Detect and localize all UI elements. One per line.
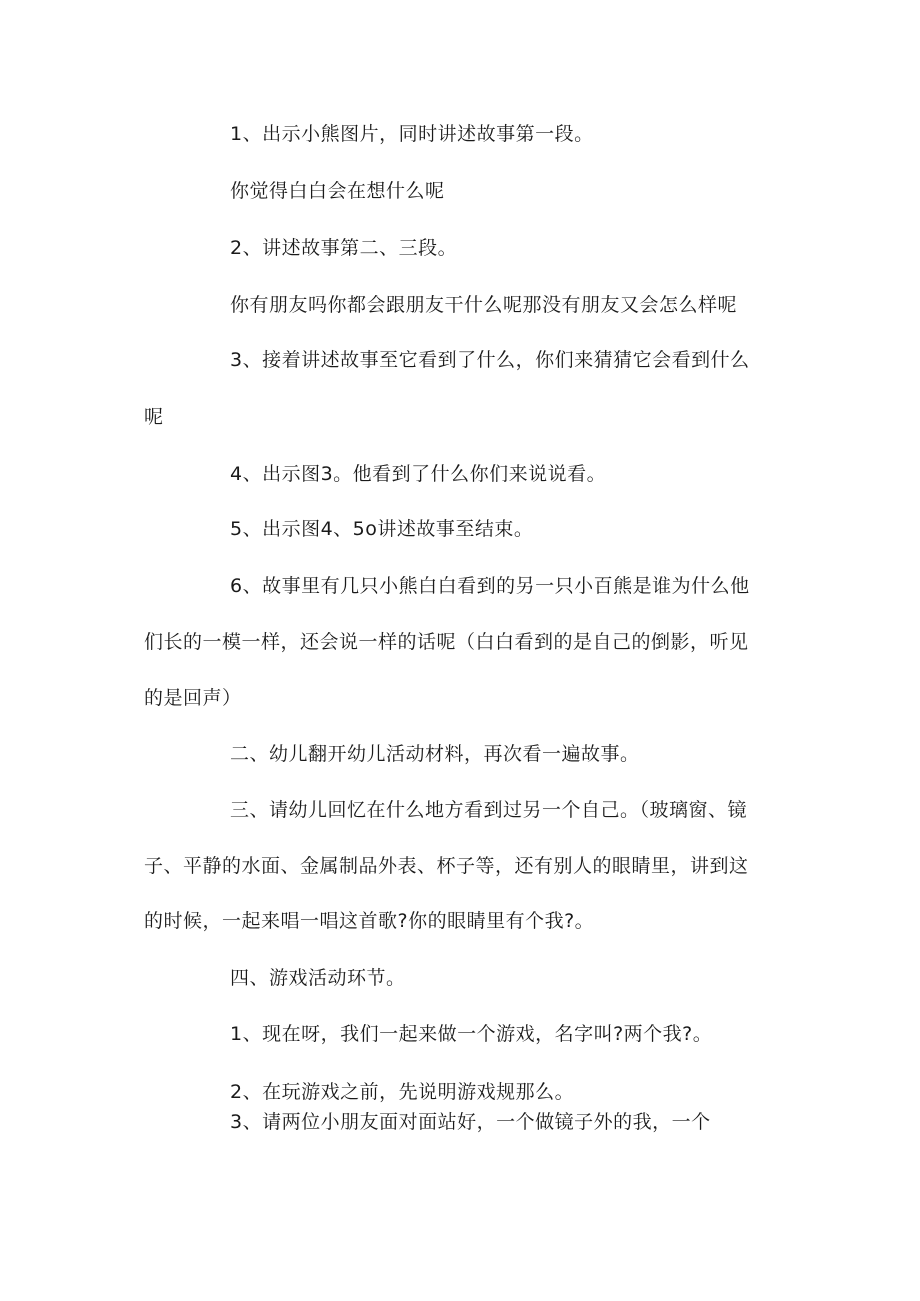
paragraph-line: 子、平静的水面、金属制品外表、杯子等，还有别人的眼睛里，讲到这 (144, 855, 749, 877)
paragraph-line: 3、接着讲述故事至它看到了什么，你们来猜猜它会看到什么 (230, 349, 750, 371)
paragraph-line: 们长的一模一样，还会说一样的话呢（白白看到的是自己的倒影，听见 (144, 631, 749, 653)
paragraph-line: 2、讲述故事第二、三段。 (230, 237, 458, 259)
paragraph-line: 的时候，一起来唱一唱这首歌?你的眼睛里有个我?。 (144, 910, 595, 932)
paragraph-line: 3、请两位小朋友面对面站好，一个做镜子外的我，一个 (230, 1111, 711, 1133)
paragraph-line: 二、幼儿翻开幼儿活动材料，再次看一遍故事。 (230, 743, 640, 765)
paragraph-line: 2、在玩游戏之前，先说明游戏规那么。 (230, 1081, 575, 1103)
paragraph-line: 你有朋友吗你都会跟朋友干什么呢那没有朋友又会怎么样呢 (230, 294, 738, 316)
paragraph-line: 三、请幼儿回忆在什么地方看到过另一个自己。（玻璃窗、镜 (230, 799, 748, 821)
paragraph-line: 6、故事里有几只小熊白白看到的另一只小百熊是谁为什么他 (230, 575, 750, 597)
paragraph-line: 4、出示图3。他看到了什么你们来说说看。 (230, 463, 607, 485)
paragraph-line: 5、出示图4、5o讲述故事至结束。 (230, 518, 534, 540)
paragraph-line: 你觉得白白会在想什么呢 (230, 180, 445, 202)
paragraph-line: 四、游戏活动环节。 (230, 967, 406, 989)
paragraph-line: 1、现在呀，我们一起来做一个游戏，名字叫?两个我?。 (230, 1023, 713, 1045)
paragraph-line: 的是回声） (144, 687, 242, 709)
paragraph-line: 1、出示小熊图片，同时讲述故事第一段。 (230, 123, 594, 145)
paragraph-line: 呢 (144, 406, 164, 428)
